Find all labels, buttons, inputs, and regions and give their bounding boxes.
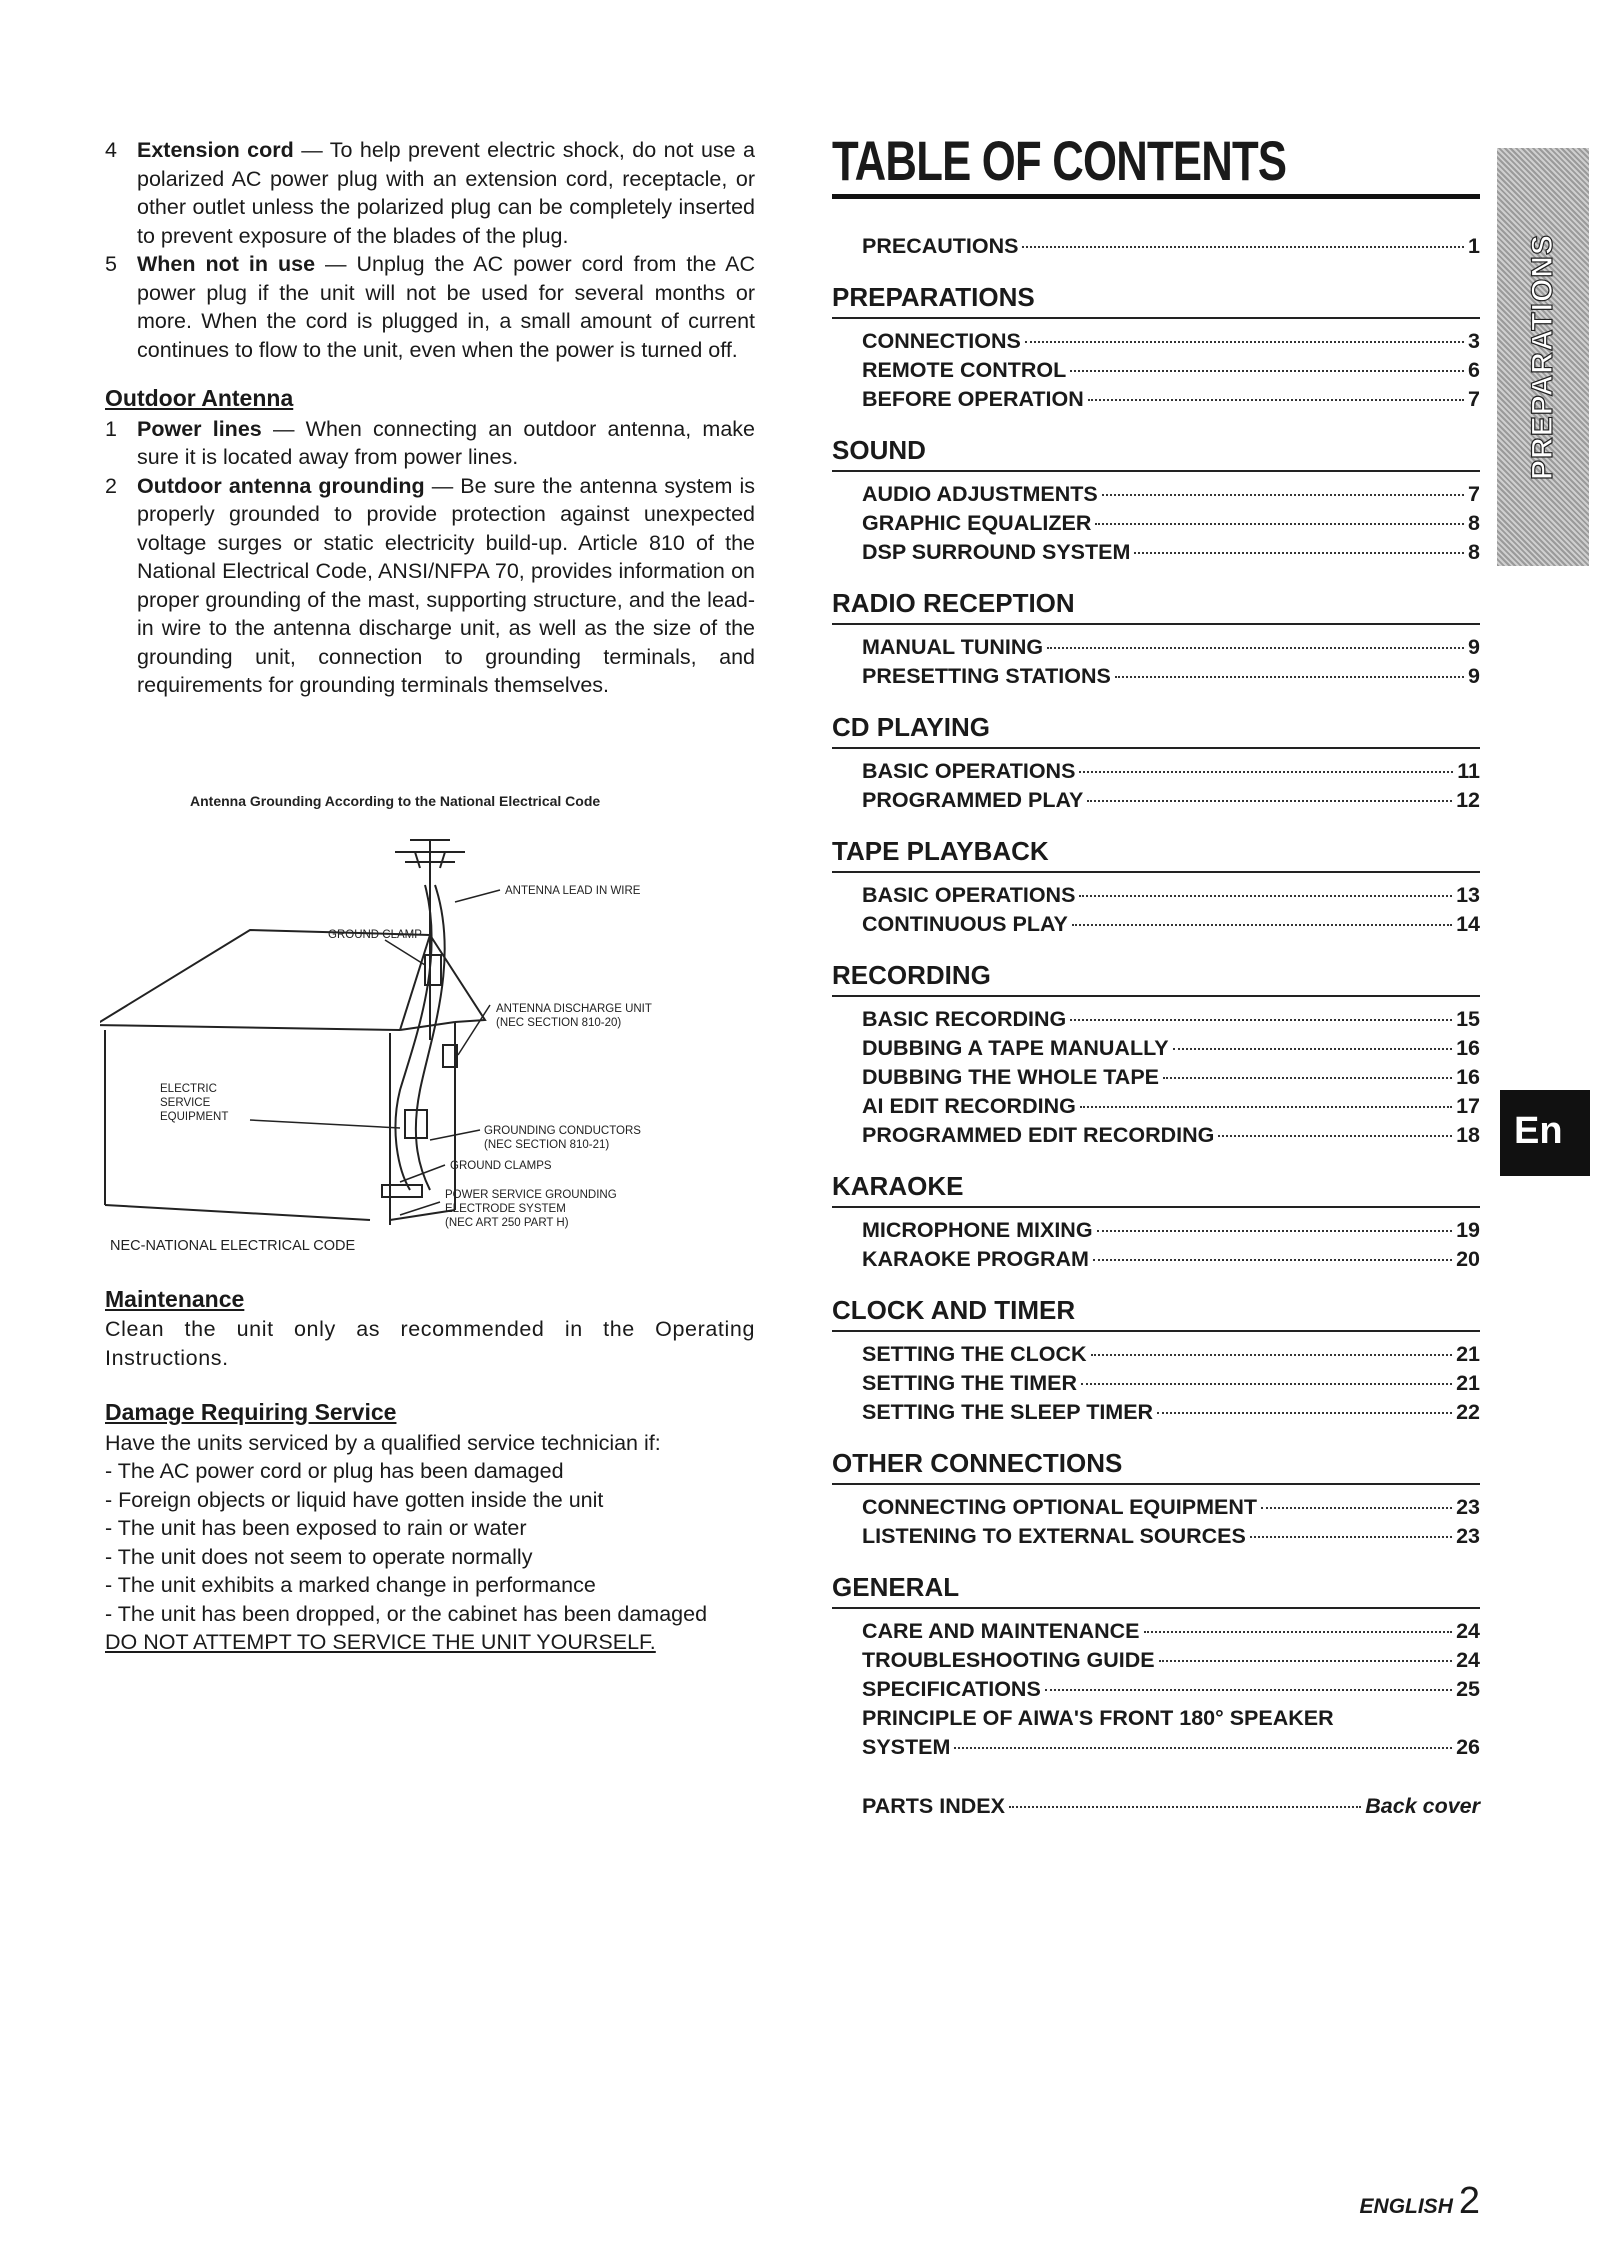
label-grounding-conductors: GROUNDING CONDUCTORS	[484, 1125, 641, 1137]
toc-leader-dots	[1081, 1383, 1452, 1385]
toc-leader-dots	[1102, 494, 1464, 496]
toc-leader-dots	[1091, 1354, 1453, 1356]
toc-entry-page: 16	[1456, 1036, 1480, 1060]
toc-entry-label: KARAOKE PROGRAM	[862, 1247, 1089, 1271]
toc-entry[interactable]	[862, 1063, 1480, 1092]
toc-entry-multiline[interactable]	[862, 1704, 1480, 1762]
toc-entry-label: BASIC RECORDING	[862, 1007, 1067, 1031]
label-service: SERVICE	[160, 1097, 211, 1109]
label-antenna-lead-in: ANTENNA LEAD IN WIRE	[505, 885, 641, 897]
toc-entry-label: DUBBING THE WHOLE TAPE	[862, 1065, 1160, 1089]
toc-entry-label: CONNECTING OPTIONAL EQUIPMENT	[862, 1495, 1257, 1519]
label-equipment: EQUIPMENT	[160, 1111, 229, 1123]
toc-entry[interactable]	[862, 327, 1480, 356]
toc-entry[interactable]	[862, 1617, 1480, 1646]
toc-entry-label: SETTING THE TIMER	[862, 1371, 1077, 1395]
diagram-title: Antenna Grounding According to the National Electrical Code	[190, 793, 601, 809]
toc-section	[832, 434, 1480, 567]
preparations-section-tab	[1497, 148, 1589, 566]
toc-entry-label: REMOTE CONTROL	[862, 358, 1067, 382]
toc-leader-dots	[1045, 1689, 1452, 1691]
toc-entry[interactable]	[862, 662, 1480, 691]
damage-bullet-item: - The unit has been exposed to rain or water	[105, 1516, 527, 1540]
toc-section-title: CLOCK AND TIMER	[832, 1294, 1480, 1332]
numbered-item	[105, 250, 755, 364]
toc-section	[832, 1571, 1480, 1762]
toc-entry-label: SETTING THE SLEEP TIMER	[862, 1400, 1154, 1424]
toc-entry-page: 1	[1468, 234, 1480, 258]
label-discharge-section: (NEC SECTION 810-20)	[496, 1017, 622, 1029]
toc-entry-page: 23	[1456, 1524, 1480, 1548]
label-conductors-section: (NEC SECTION 810-21)	[484, 1139, 610, 1151]
toc-section-entries	[832, 625, 1480, 691]
toc-entry-label: PROGRAMMED PLAY	[862, 788, 1084, 812]
house-icon	[100, 885, 485, 1225]
toc-entry-page: Back cover	[1365, 1794, 1480, 1818]
toc-section	[832, 711, 1480, 815]
toc-entry[interactable]	[862, 1675, 1480, 1704]
toc-entry-label: CONTINUOUS PLAY	[862, 912, 1068, 936]
language-tab	[1500, 1090, 1590, 1176]
toc-entry-page: 7	[1468, 482, 1480, 506]
toc-leader-dots	[1144, 1631, 1453, 1633]
toc-entry[interactable]	[862, 1121, 1480, 1150]
toc-section	[832, 281, 1480, 414]
toc-precautions-block	[832, 232, 1480, 261]
toc-entry[interactable]	[862, 1646, 1480, 1675]
damage-bullet-item: - The AC power cord or plug has been damaged	[105, 1459, 564, 1483]
toc-entry-page: 14	[1456, 912, 1480, 936]
toc-entry-label: BASIC OPERATIONS	[862, 883, 1076, 907]
toc-section-title: TAPE PLAYBACK	[832, 835, 1480, 873]
toc-leader-dots	[1025, 341, 1464, 343]
toc-entry-page: 3	[1468, 329, 1480, 353]
toc-entry-label: MANUAL TUNING	[862, 635, 1044, 659]
toc-entry-label: AUDIO ADJUSTMENTS	[862, 482, 1098, 506]
toc-leader-dots	[1047, 647, 1464, 649]
item-title: Power lines	[137, 416, 262, 441]
toc-entry-page: 26	[1456, 1735, 1480, 1759]
toc-entry[interactable]	[862, 1092, 1480, 1121]
toc-leader-dots	[1088, 399, 1464, 401]
toc-entry[interactable]	[862, 757, 1480, 786]
toc-entry-page: 12	[1456, 788, 1480, 812]
footer-language: ENGLISH	[1359, 2195, 1453, 2218]
toc-section	[832, 1294, 1480, 1427]
toc-entry-label: SPECIFICATIONS	[862, 1677, 1041, 1701]
toc-entry-page: 6	[1468, 358, 1480, 382]
toc-leader-dots	[1159, 1660, 1452, 1662]
toc-entry[interactable]	[862, 1216, 1480, 1245]
item-number: 4	[105, 138, 117, 162]
toc-entry[interactable]	[862, 633, 1480, 662]
toc-section	[832, 1170, 1480, 1274]
toc-entry-page: 9	[1468, 664, 1480, 688]
toc-entry[interactable]	[862, 1493, 1480, 1522]
toc-section-entries	[832, 1208, 1480, 1274]
toc-entry-label: DUBBING A TAPE MANUALLY	[862, 1036, 1169, 1060]
toc-section	[832, 835, 1480, 939]
toc-entry[interactable]	[862, 1034, 1480, 1063]
toc-entry-page: 24	[1456, 1619, 1480, 1643]
toc-entry-page: 20	[1456, 1247, 1480, 1271]
item-number: 2	[105, 473, 117, 498]
toc-entry-label: AI EDIT RECORDING	[862, 1094, 1076, 1118]
item-title: Outdoor antenna grounding	[137, 473, 425, 498]
toc-entry-label: GRAPHIC EQUALIZER	[862, 511, 1092, 535]
label-power-service: POWER SERVICE GROUNDING	[445, 1189, 617, 1201]
toc-leader-dots	[1115, 676, 1464, 678]
label-discharge-unit: ANTENNA DISCHARGE UNIT	[496, 1003, 652, 1015]
toc-leader-dots	[1250, 1536, 1452, 1538]
toc-leader-dots	[1134, 552, 1464, 554]
toc-entry-label: PRECAUTIONS	[862, 234, 1019, 258]
toc-entry[interactable]	[862, 881, 1480, 910]
toc-entry[interactable]	[862, 1369, 1480, 1398]
toc-leader-dots	[1079, 895, 1452, 897]
toc-entry-label: PRESETTING STATIONS	[862, 664, 1111, 688]
toc-entry[interactable]	[862, 538, 1480, 567]
toc-leader-dots	[1093, 1259, 1452, 1261]
item-text: — When connecting an outdoor antenna, make sure it is located away from power lines.	[137, 416, 755, 469]
toc-entry-page: 7	[1468, 387, 1480, 411]
toc-entry-page: 11	[1457, 759, 1480, 783]
toc-entry-label: SYSTEM	[862, 1735, 951, 1759]
item-title: When not in use	[137, 252, 316, 276]
toc-leader-dots	[1261, 1507, 1452, 1509]
damage-bullet-item: - The unit does not seem to operate normally	[105, 1544, 533, 1569]
toc-entry-page: 18	[1456, 1123, 1480, 1147]
toc-section-entries	[832, 1485, 1480, 1551]
toc-entry[interactable]	[862, 910, 1480, 939]
toc-leader-dots	[1022, 246, 1464, 248]
toc-section	[832, 587, 1480, 691]
toc-groups	[832, 281, 1480, 1762]
toc-entry[interactable]	[862, 1005, 1480, 1034]
toc-entry[interactable]	[862, 786, 1480, 815]
toc-entry[interactable]	[862, 480, 1480, 509]
toc-parts-index-block	[832, 1762, 1480, 1821]
toc-section-title: KARAOKE	[832, 1170, 1480, 1208]
toc-entry-page: 9	[1468, 635, 1480, 659]
outdoor-antenna-items	[105, 415, 755, 700]
toc-entry-page: 24	[1456, 1648, 1480, 1672]
toc-entry[interactable]	[862, 1522, 1480, 1551]
toc-entry-precautions[interactable]	[862, 232, 1480, 261]
toc-entry-label: CONNECTIONS	[862, 329, 1021, 353]
toc-entry[interactable]	[862, 356, 1480, 385]
toc-title: TABLE OF CONTENTS	[832, 129, 1287, 192]
damage-bullet-item: - The unit exhibits a marked change in performance	[105, 1573, 596, 1597]
toc-leader-dots	[1009, 1806, 1361, 1808]
toc-section-entries	[832, 319, 1480, 414]
toc-entry-page: 8	[1468, 540, 1480, 564]
toc-section	[832, 1447, 1480, 1551]
maintenance-heading: Maintenance	[105, 1285, 245, 1312]
toc-section-entries	[832, 873, 1480, 939]
toc-section-title: RADIO RECEPTION	[832, 587, 1480, 625]
toc-entry-label: PROGRAMMED EDIT RECORDING	[862, 1123, 1215, 1147]
toc-leader-dots	[1097, 1230, 1453, 1232]
numbered-item	[105, 472, 755, 700]
numbered-item	[105, 415, 755, 472]
toc-entry-label: SETTING THE CLOCK	[862, 1342, 1087, 1366]
toc-entry[interactable]	[862, 385, 1480, 414]
toc-leader-dots	[1072, 924, 1452, 926]
numbered-item	[105, 136, 755, 250]
toc-title-rule	[832, 194, 1480, 199]
toc-section-entries	[832, 1609, 1480, 1762]
item-number: 1	[105, 416, 117, 441]
toc-entry-page: 17	[1456, 1094, 1480, 1118]
page-footer	[1360, 2180, 1480, 2223]
toc-leader-dots	[1080, 1106, 1452, 1108]
toc-leader-dots	[1079, 771, 1453, 773]
toc-entry-label: BASIC OPERATIONS	[862, 759, 1076, 783]
toc-entry-label: LISTENING TO EXTERNAL SOURCES	[862, 1524, 1246, 1548]
antenna-grounding-diagram	[100, 790, 760, 1260]
toc-section-entries	[832, 749, 1480, 815]
damage-bullet-list	[105, 1457, 755, 1628]
item-text: — Be sure the antenna system is properly grounded to provide protection against unexpected voltage surges or static electricity build-up. Article 810 of the National Electrical Code, ANSI/NFPA 70, provides information on proper grounding of the mast, supporting structure, and the lead-in wire to the antenna discharge unit, as well as the size of the grounding unit, connection to grounding terminals, and requirements for grounding terminals themselves.	[137, 473, 755, 697]
toc-entry-page: 23	[1456, 1495, 1480, 1519]
toc-entry[interactable]	[862, 1398, 1480, 1427]
toc-leader-dots	[1070, 370, 1464, 372]
maintenance-text: Clean the unit only as recommended in the Operating Instructions.	[105, 1317, 755, 1370]
toc-entry-label: DSP SURROUND SYSTEM	[862, 540, 1131, 564]
toc-section-title: RECORDING	[832, 959, 1480, 997]
toc-leader-dots	[1163, 1077, 1452, 1079]
toc-entry-continued	[862, 1733, 1480, 1762]
toc-entry-page: 19	[1456, 1218, 1480, 1242]
damage-bullet-item: - Foreign objects or liquid have gotten inside the unit	[105, 1487, 604, 1512]
toc-leader-dots	[1157, 1412, 1452, 1414]
language-tab-label: En	[1514, 1110, 1563, 1152]
toc-entry-page: 22	[1456, 1400, 1480, 1424]
toc-leader-dots	[1218, 1135, 1452, 1137]
toc-entry[interactable]	[862, 509, 1480, 538]
damage-intro: Have the units serviced by a qualified service technician if:	[105, 1430, 661, 1455]
label-nec-art: (NEC ART 250 PART H)	[445, 1217, 569, 1229]
toc-entry-label: CARE AND MAINTENANCE	[862, 1619, 1140, 1643]
toc-entry[interactable]	[862, 1340, 1480, 1369]
toc-entry-label: MICROPHONE MIXING	[862, 1218, 1093, 1242]
damage-bullet-item: - The unit has been dropped, or the cabinet has been damaged	[105, 1601, 708, 1626]
toc-section-title: SOUND	[832, 434, 1480, 472]
label-nec-definition: NEC-NATIONAL ELECTRICAL CODE	[110, 1238, 356, 1254]
toc-entry-page: 25	[1456, 1677, 1480, 1701]
label-ground-clamp: GROUND CLAMP	[328, 929, 422, 941]
toc-entry-parts-index[interactable]	[862, 1792, 1480, 1821]
toc-entry-label: TROUBLESHOOTING GUIDE	[862, 1648, 1155, 1672]
toc-section-title: OTHER CONNECTIONS	[832, 1447, 1480, 1485]
label-electric: ELECTRIC	[160, 1083, 217, 1095]
toc-entry-label: PRINCIPLE OF AIWA'S FRONT 180° SPEAKER	[862, 1706, 1334, 1730]
safety-items-top	[105, 136, 755, 364]
service-warning: DO NOT ATTEMPT TO SERVICE THE UNIT YOURSELF.	[105, 1630, 656, 1654]
toc-section-title: GENERAL	[832, 1571, 1480, 1609]
toc-section-entries	[832, 997, 1480, 1150]
toc-entry-page: 21	[1456, 1371, 1480, 1395]
label-ground-clamps: GROUND CLAMPS	[450, 1160, 552, 1172]
label-electrode-system: ELECTRODE SYSTEM	[445, 1203, 566, 1215]
section-tab-label: PREPARATIONS	[1526, 234, 1559, 480]
toc-entry-page: 8	[1468, 511, 1480, 535]
toc-leader-dots	[1087, 800, 1452, 802]
toc-section-entries	[832, 472, 1480, 567]
toc-entry-page: 15	[1456, 1007, 1480, 1031]
item-text: — Unplug the AC power cord from the AC power plug if the unit will not be used for several months or more. When the cord is plugged in, a small amount of current continues to flow to the unit, even when the power is turned off.	[137, 252, 755, 362]
item-text: — To help prevent electric shock, do not use a polarized AC power plug with an extension cord, receptacle, or other outlet unless the polarized plug can be completely inserted to prevent exposure of the blades of the plug.	[137, 138, 756, 248]
toc-section-entries	[832, 1332, 1480, 1427]
toc-leader-dots	[1173, 1048, 1453, 1050]
toc-section	[832, 959, 1480, 1150]
toc-leader-dots	[1095, 523, 1464, 525]
page-number: 2	[1458, 2180, 1480, 2222]
toc-leader-dots	[954, 1747, 1452, 1749]
toc-entry-label: BEFORE OPERATION	[862, 387, 1084, 411]
outdoor-antenna-heading: Outdoor Antenna	[105, 385, 294, 411]
toc-entry-page: 16	[1456, 1065, 1480, 1089]
toc-entry-page: 21	[1456, 1342, 1480, 1366]
item-title: Extension cord	[137, 138, 294, 162]
toc-entry-page: 13	[1456, 883, 1480, 907]
toc-section-title: PREPARATIONS	[832, 281, 1480, 319]
item-number: 5	[105, 252, 117, 276]
toc-entry[interactable]	[862, 1245, 1480, 1274]
table-of-contents	[832, 232, 1480, 1821]
toc-section-title: CD PLAYING	[832, 711, 1480, 749]
toc-leader-dots	[1070, 1019, 1452, 1021]
damage-heading: Damage Requiring Service	[105, 1399, 397, 1425]
toc-entry-label: PARTS INDEX	[862, 1794, 1005, 1818]
